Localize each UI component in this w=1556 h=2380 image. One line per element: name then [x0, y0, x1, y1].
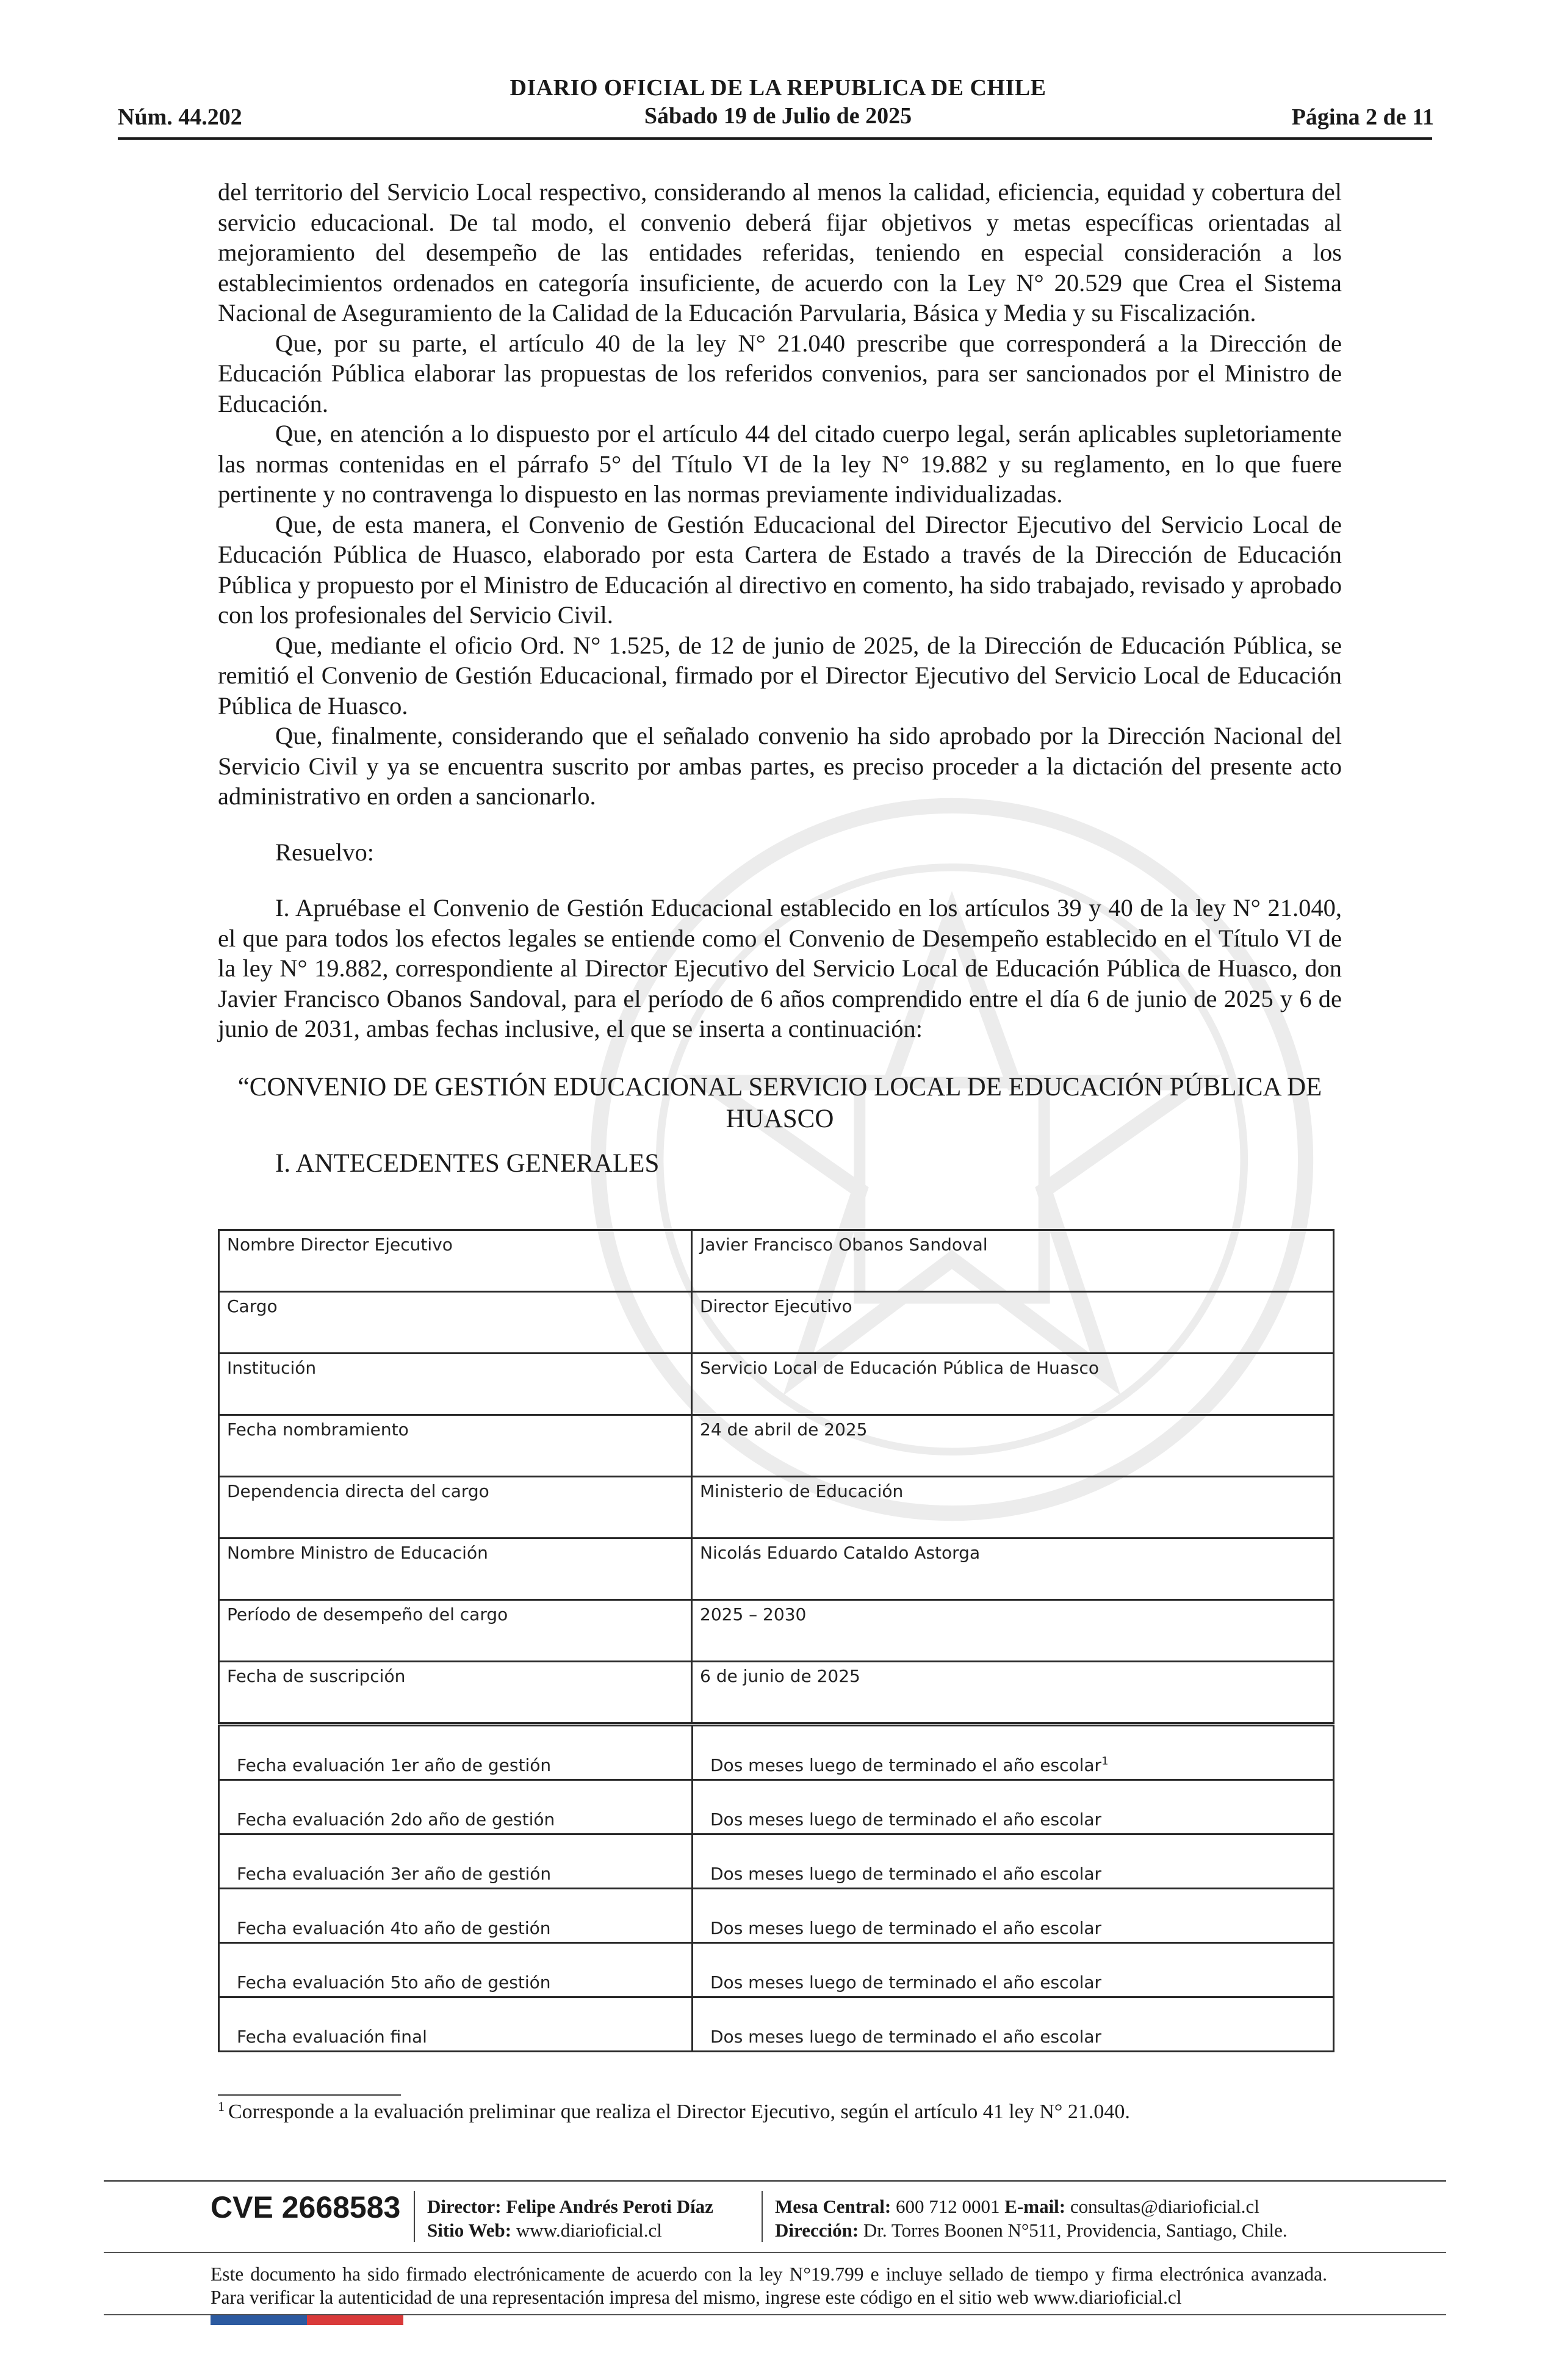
paragraph: Que, por su parte, el artículo 40 de la ley N° 21.040 prescribe que corresponderá a la Dirección de Educación Pública elaborar las propuestas de los referidos convenios, para ser sancionados por el Ministro de Educación. — [218, 329, 1342, 417]
table-row — [219, 1477, 1334, 1538]
director-label: Director: — [427, 2196, 502, 2217]
table-label: Dependencia directa del cargo — [219, 1477, 692, 1538]
flag-stripe-red — [307, 2315, 403, 2325]
table-row — [219, 1600, 1334, 1662]
table-label: Cargo — [219, 1292, 692, 1354]
address-text: Dr. Torres Boonen N°511, Providencia, Santiago, Chile. — [863, 2220, 1288, 2241]
table-label: Fecha evaluación 5to año de gestión — [219, 1943, 693, 1997]
header-divider — [118, 137, 1432, 140]
table-value: 2025 – 2030 — [692, 1600, 1334, 1662]
table-row — [219, 1780, 1334, 1834]
issue-number: Núm. 44.202 — [118, 104, 242, 130]
footer-divider — [104, 2252, 1446, 2253]
address-label: Dirección: — [775, 2220, 859, 2241]
footer-separator — [414, 2191, 415, 2242]
table-label: Fecha evaluación 1er año de gestión — [219, 1726, 693, 1780]
table-row — [219, 1943, 1334, 1997]
table-label: Período de desempeño del cargo — [219, 1600, 692, 1662]
table-value: Dos meses luego de terminado el año escolar — [693, 1780, 1334, 1834]
resuelvo-label: Resuelvo: — [275, 838, 374, 866]
table-value: Dos meses luego de terminado el año escolar — [693, 1943, 1334, 1997]
table-row — [219, 1415, 1334, 1477]
table-label: Nombre Ministro de Educación — [219, 1538, 692, 1600]
table-label: Fecha evaluación 2do año de gestión — [219, 1780, 693, 1834]
footer-separator — [762, 2191, 763, 2242]
paragraph: Que, finalmente, considerando que el señalado convenio ha sido aprobado por la Dirección Nacional del Servicio Civil y ya se encuentra suscrito por ambas partes, es preciso proceder a la dictación del presente acto administrativo en orden a sancionarlo. — [218, 722, 1342, 810]
footnote-text: Corresponde a la evaluación preliminar que realiza el Director Ejecutivo, según el artículo 41 ley N° 21.040. — [228, 2101, 1130, 2123]
evaluation-dates-table — [218, 1725, 1334, 2052]
footnote-divider — [218, 2094, 401, 2096]
page-number: Página 2 de 11 — [1291, 104, 1434, 130]
newspaper-title: DIARIO OFICIAL DE LA REPUBLICA DE CHILE — [510, 75, 1046, 101]
table-row — [219, 1889, 1334, 1943]
convenio-title: “CONVENIO DE GESTIÓN EDUCACIONAL SERVICIO LOCAL DE EDUCACIÓN PÚBLICA DE HUASCO — [237, 1072, 1322, 1133]
paragraph: Que, mediante el oficio Ord. N° 1.525, de 12 de junio de 2025, de la Dirección de Educación Pública, se remitió el Convenio de Gestión Educacional, firmado por el Director Ejecutivo del Servicio Local de Educación Pública de Huasco. — [218, 631, 1342, 719]
table-label: Fecha de suscripción — [219, 1662, 692, 1723]
paragraph: Que, de esta manera, el Convenio de Gestión Educacional del Director Ejecutivo del Servicio Local de Educación Pública de Huasco, elaborado por esta Cartera de Estado a través de la Dirección de Educación Pública y propuesto por el Ministro de Educación al directivo en comento, ha sido trabajado, revisado y aprobado con los profesionales del Servicio Civil. — [218, 510, 1342, 629]
footer-director-block — [427, 2194, 713, 2242]
table-label: Fecha evaluación final — [219, 1997, 693, 2052]
director-name: Felipe Andrés Peroti Díaz — [506, 2196, 713, 2217]
phone-number: 600 712 0001 — [896, 2196, 1000, 2217]
table-row — [219, 1230, 1334, 1292]
table-value — [693, 1726, 1334, 1780]
paragraph: del territorio del Servicio Local respectivo, considerando al menos la calidad, eficiencia, equidad y cobertura del servicio educacional. De tal modo, el convenio deberá fijar objetivos y metas específicas orientadas al mejoramiento del desempeño de las entidades referidas, teniendo en especial consideración a los establecimientos ordenados en categoría insuficiente, de acuerdo con la Ley N° 20.529 que Crea el Sistema Nacional de Aseguramiento de la Calidad de la Educación Parvularia, Básica y Media y su Fiscalización. — [218, 178, 1342, 326]
table-label: Fecha evaluación 4to año de gestión — [219, 1889, 693, 1943]
table-value: 24 de abril de 2025 — [692, 1415, 1334, 1477]
table-row — [219, 1834, 1334, 1889]
paragraph: Que, en atención a lo dispuesto por el artículo 44 del citado cuerpo legal, serán aplicables supletoriamente las normas contenidas en el párrafo 5° del Título VI de la ley N° 19.882 y su reglamento, en lo que fuere pertinente y no contravenga lo dispuesto en las normas previamente individualizadas. — [218, 420, 1342, 508]
phone-label: Mesa Central: — [775, 2196, 891, 2217]
issue-date: Sábado 19 de Julio de 2025 — [644, 103, 912, 129]
table-row — [219, 1997, 1334, 2052]
table-label: Institución — [219, 1354, 692, 1415]
table-row — [219, 1662, 1334, 1723]
flag-stripe-blue — [211, 2315, 307, 2325]
signature-note: Este documento ha sido firmado electrónicamente de acuerdo con la ley N°19.799 e incluye sellado de tiempo y firma electrónica avanzada. Para verificar la autenticidad de una representación impresa del mismo, ingrese este código en el sitio web www.diarioficial.cl — [211, 2263, 1327, 2308]
footer-divider — [104, 2180, 1446, 2182]
footnote-marker: 1 — [1101, 1754, 1109, 1768]
email-label: E-mail: — [1004, 2196, 1066, 2217]
website-label: Sitio Web: — [427, 2220, 512, 2241]
body-text — [218, 177, 1342, 1178]
email-link[interactable]: consultas@diarioficial.cl — [1070, 2196, 1259, 2217]
table-label: Fecha evaluación 3er año de gestión — [219, 1834, 693, 1889]
table-value: 6 de junio de 2025 — [692, 1662, 1334, 1723]
cve-code: CVE 2668583 — [211, 2190, 401, 2224]
table-value: Javier Francisco Obanos Sandoval — [692, 1230, 1334, 1292]
table-value: Servicio Local de Educación Pública de Huasco — [692, 1354, 1334, 1415]
section-heading: I. ANTECEDENTES GENERALES — [275, 1149, 660, 1178]
table-row — [219, 1726, 1334, 1780]
table-row — [219, 1292, 1334, 1354]
table-value: Dos meses luego de terminado el año escolar — [693, 1889, 1334, 1943]
table-value: Ministerio de Educación — [692, 1477, 1334, 1538]
general-info-table — [218, 1229, 1334, 1724]
table-value: Director Ejecutivo — [692, 1292, 1334, 1354]
table-row — [219, 1354, 1334, 1415]
table-value: Dos meses luego de terminado el año escolar — [693, 1997, 1334, 2052]
resolution-paragraph: I. Apruébase el Convenio de Gestión Educacional establecido en los artículos 39 y 40 de la ley N° 21.040, el que para todos los efectos legales se entiende como el Convenio de Desempeño establecido en el Título VI de la ley N° 19.882, correspondiente al Director Ejecutivo del Servicio Local de Educación Pública de Huasco, don Javier Francisco Obanos Sandoval, para el período de 6 años comprendido entre el día 6 de junio de 2025 y 6 de junio de 2031, ambas fechas inclusive, el que se inserta a continuación: — [218, 894, 1342, 1042]
table-row — [219, 1538, 1334, 1600]
footer-contact-block — [775, 2194, 1288, 2242]
table-label: Nombre Director Ejecutivo — [219, 1230, 692, 1292]
table-value: Dos meses luego de terminado el año escolar — [693, 1834, 1334, 1889]
footnote — [218, 2098, 1130, 2124]
footnote-number: 1 — [218, 2098, 225, 2114]
table-value: Nicolás Eduardo Cataldo Astorga — [692, 1538, 1334, 1600]
website-link[interactable]: www.diarioficial.cl — [516, 2220, 662, 2241]
table-label: Fecha nombramiento — [219, 1415, 692, 1477]
table-value-text: Dos meses luego de terminado el año escolar — [710, 1755, 1102, 1775]
